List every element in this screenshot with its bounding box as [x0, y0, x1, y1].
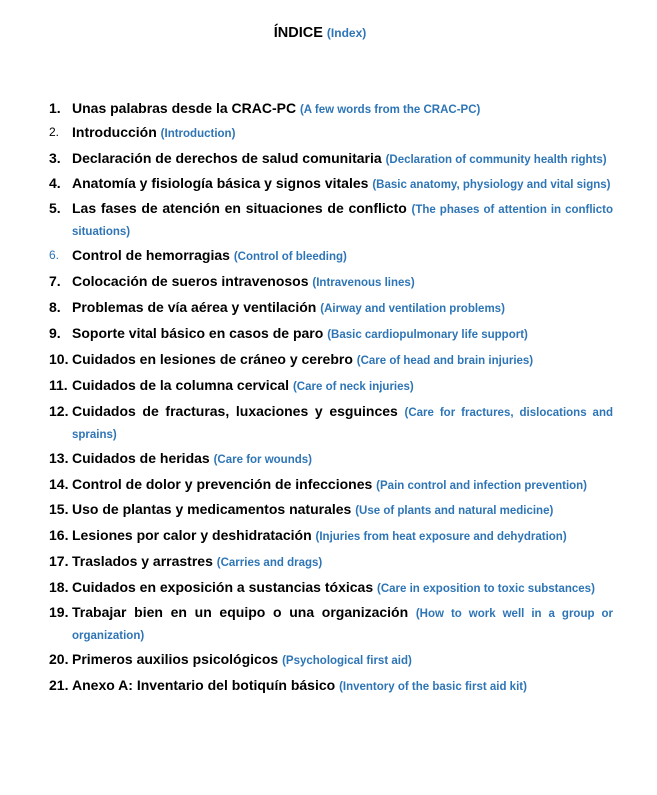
entry-title-en: (Basic anatomy, physiology and vital signs)	[372, 179, 611, 191]
entry-number: 4.	[49, 175, 61, 191]
entry-title-es: Primeros auxilios psicológicos	[72, 651, 279, 667]
entry-title-es: Las fases de atención en situaciones de conflicto	[72, 200, 407, 216]
entry-number: 19.	[49, 604, 69, 620]
entry-title-en: (Declaration of community health rights)	[385, 154, 607, 166]
toc-entry-9	[49, 323, 613, 345]
entry-number: 6.	[49, 248, 60, 262]
entry-number: 17.	[49, 553, 69, 569]
toc-entry-8	[49, 297, 613, 319]
toc-entry-6	[49, 245, 613, 267]
entry-title-en: (A few words from the CRAC-PC)	[299, 104, 481, 116]
entry-title-es: Unas palabras desde la CRAC-PC	[72, 100, 297, 116]
toc-entry-19	[49, 602, 613, 646]
entry-title-en: (Pain control and infection prevention)	[376, 480, 588, 492]
entry-number: 18.	[49, 579, 69, 595]
entry-title-en: (Injuries from heat exposure and dehydration)	[315, 531, 567, 543]
entry-title-en: (Care for fractures, dislocations and sprains)	[72, 407, 614, 441]
title-spanish: ÍNDICE	[273, 25, 323, 41]
entry-title-en: (Inventory of the basic first aid kit)	[339, 681, 527, 693]
toc-entry-3	[49, 148, 613, 170]
toc-entry-2	[49, 122, 613, 144]
entry-title-es: Cuidados en lesiones de cráneo y cerebro	[72, 351, 353, 367]
page-title	[0, 25, 640, 41]
entry-number: 21.	[49, 677, 69, 693]
entry-title-en: (Intravenous lines)	[312, 277, 415, 289]
entry-number: 5.	[49, 200, 61, 216]
entry-title-en: (Care of head and brain injuries)	[356, 355, 534, 367]
entry-number: 15.	[49, 501, 69, 517]
toc-entry-18	[49, 577, 613, 599]
entry-number: 2.	[49, 125, 60, 139]
entry-title-es: Traslados y arrastres	[72, 553, 213, 569]
entry-title-es: Trabajar bien en un equipo o una organización	[72, 604, 409, 620]
toc-entry-10	[49, 349, 613, 371]
entry-title-es: Anexo A: Inventario del botiquín básico	[72, 677, 336, 693]
toc-entry-13	[49, 448, 613, 470]
toc-entry-14	[49, 474, 613, 496]
entry-number: 7.	[49, 273, 61, 289]
entry-title-es: Introducción	[72, 124, 157, 140]
entry-title-en: (The phases of attention in conflicto situations)	[72, 204, 614, 238]
toc-entry-11	[49, 375, 613, 397]
entry-title-es: Cuidados de fracturas, luxaciones y esguinces	[72, 403, 398, 419]
entry-title-en: (Airway and ventilation problems)	[320, 303, 505, 315]
entry-title-en: (Care in exposition to toxic substances)	[377, 583, 595, 595]
entry-title-es: Anatomía y fisiología básica y signos vitales	[72, 175, 369, 191]
entry-number: 1.	[49, 100, 61, 116]
entry-title-es: Uso de plantas y medicamentos naturales	[72, 501, 352, 517]
entry-title-es: Problemas de vía aérea y ventilación	[72, 299, 317, 315]
table-of-contents	[49, 98, 613, 697]
entry-title-es: Cuidados de la columna cervical	[72, 377, 290, 393]
toc-entry-16	[49, 525, 613, 547]
entry-title-es: Soporte vital básico en casos de paro	[72, 325, 324, 341]
entry-title-en: (Control of bleeding)	[233, 251, 347, 263]
toc-entry-15	[49, 499, 613, 521]
entry-title-es: Colocación de sueros intravenosos	[72, 273, 309, 289]
entry-number: 3.	[49, 150, 61, 166]
entry-title-es: Declaración de derechos de salud comunitaria	[72, 150, 382, 166]
entry-title-es: Cuidados en exposición a sustancias tóxicas	[72, 579, 374, 595]
entry-title-es: Lesiones por calor y deshidratación	[72, 527, 312, 543]
entry-title-es: Control de dolor y prevención de infecciones	[72, 476, 373, 492]
toc-entry-1	[49, 98, 613, 120]
entry-number: 10.	[49, 351, 69, 367]
entry-number: 11.	[49, 377, 68, 393]
toc-entry-17	[49, 551, 613, 573]
entry-title-en: (How to work well in a group or organization)	[72, 608, 613, 642]
toc-entry-20	[49, 649, 613, 671]
entry-number: 9.	[49, 325, 61, 341]
entry-number: 8.	[49, 299, 61, 315]
toc-entry-12	[49, 401, 613, 445]
entry-title-en: (Care for wounds)	[213, 454, 312, 466]
entry-title-en: (Use of plants and natural medicine)	[355, 505, 554, 517]
title-english: (Index)	[326, 26, 367, 40]
entry-number: 16.	[49, 527, 69, 543]
entry-title-en: (Carries and drags)	[216, 557, 323, 569]
toc-entry-4	[49, 173, 613, 195]
entry-title-es: Cuidados de heridas	[72, 450, 210, 466]
entry-number: 14.	[49, 476, 69, 492]
entry-number: 12.	[49, 403, 69, 419]
entry-title-en: (Psychological first aid)	[282, 655, 412, 667]
toc-entry-7	[49, 271, 613, 293]
entry-number: 13.	[49, 450, 69, 466]
toc-entry-5	[49, 198, 613, 242]
entry-title-es: Control de hemorragias	[72, 247, 230, 263]
toc-entry-21	[49, 675, 613, 697]
entry-number: 20.	[49, 651, 69, 667]
entry-title-en: (Basic cardiopulmonary life support)	[327, 329, 528, 341]
entry-title-en: (Care of neck injuries)	[292, 381, 414, 393]
entry-title-en: (Introduction)	[160, 128, 236, 140]
